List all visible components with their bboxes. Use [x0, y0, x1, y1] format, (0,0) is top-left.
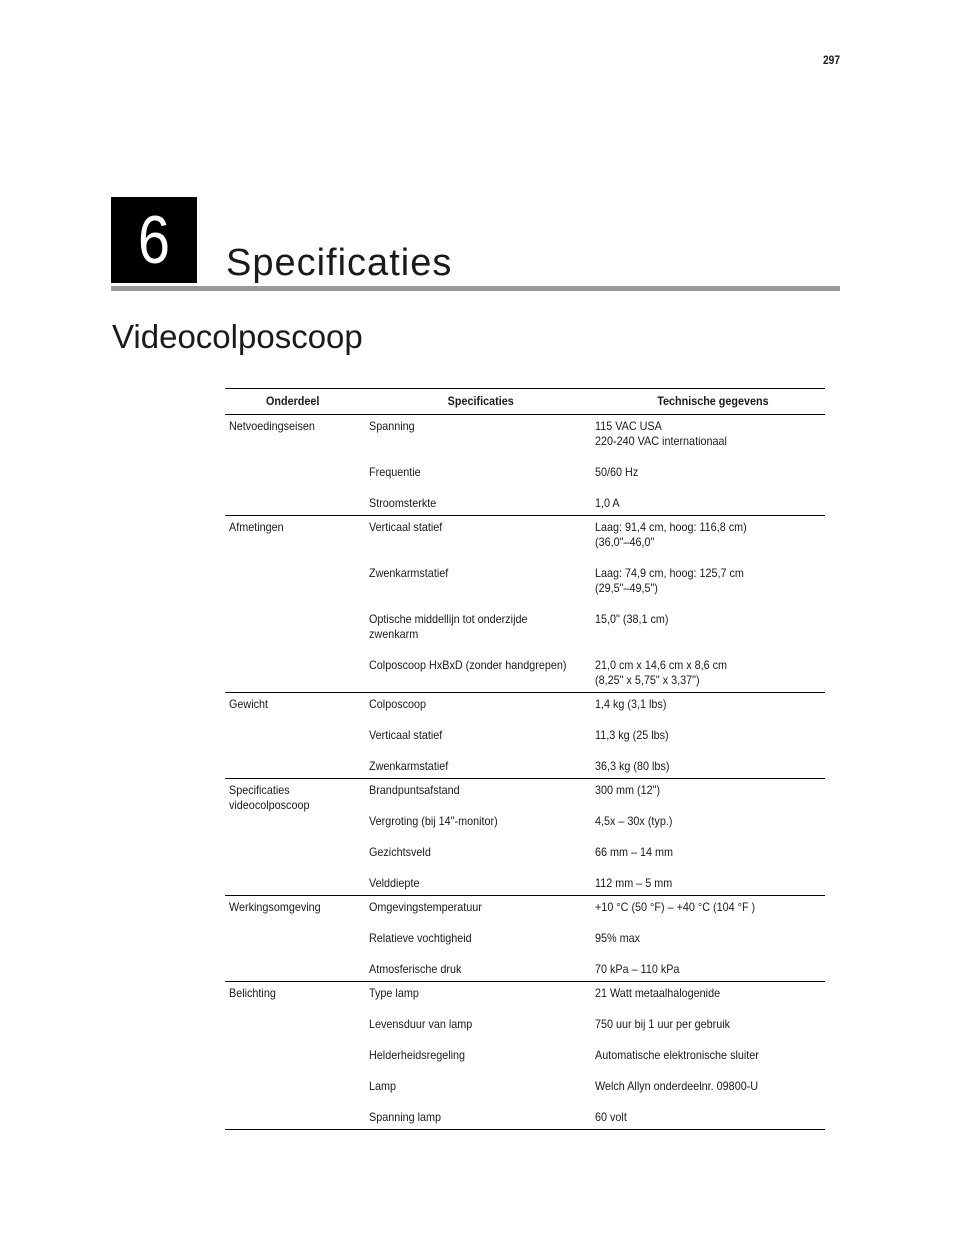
spec-name: Colposcoop — [369, 697, 427, 711]
chapter-title: Specificaties — [226, 242, 453, 284]
table-row — [365, 931, 825, 946]
table-row — [365, 876, 825, 891]
group-name: Netvoedingseisen — [229, 419, 315, 433]
table-group — [225, 415, 825, 516]
spec-name: Levensduur van lamp — [369, 1017, 473, 1031]
table-group — [225, 779, 825, 896]
group-name: Werkingsomgeving — [229, 900, 321, 914]
spec-name: Spanning lamp — [369, 1110, 442, 1124]
header-technische-gegevens: Technische gegevens — [657, 394, 769, 408]
table-row — [365, 697, 825, 712]
spec-name: Lamp — [369, 1079, 397, 1093]
spec-name: Frequentie — [369, 465, 421, 479]
spec-value: 115 VAC USA 220-240 VAC internationaal — [595, 419, 727, 448]
table-header — [225, 388, 825, 415]
table-row — [365, 1017, 825, 1032]
spec-name: Velddiepte — [369, 876, 420, 890]
spec-name: Helderheidsregeling — [369, 1048, 466, 1062]
spec-name: Colposcoop HxBxD (zonder handgrepen) — [369, 658, 567, 672]
spec-value: 750 uur bij 1 uur per gebruik — [595, 1017, 731, 1031]
spec-name: Verticaal statief — [369, 728, 443, 742]
spec-name: Spanning — [369, 419, 415, 433]
spec-name: Omgevingstemperatuur — [369, 900, 482, 914]
spec-value: 21 Watt metaalhalogenide — [595, 986, 721, 1000]
spec-value: 95% max — [595, 931, 641, 945]
table-group — [225, 896, 825, 982]
table-row — [365, 1079, 825, 1094]
header-onderdeel: Onderdeel — [266, 394, 320, 408]
table-row — [365, 1110, 825, 1125]
spec-name: Brandpuntsafstand — [369, 783, 460, 797]
spec-value: 4,5x – 30x (typ.) — [595, 814, 673, 828]
table-row — [365, 496, 825, 511]
chapter-number: 6 — [137, 202, 171, 278]
table-row — [365, 1048, 825, 1063]
spec-table — [225, 388, 825, 1130]
spec-value: 1,0 A — [595, 496, 620, 510]
table-row — [365, 759, 825, 774]
section-title: Videocolposcoop — [112, 318, 363, 355]
spec-name: Verticaal statief — [369, 520, 443, 534]
spec-value: Laag: 74,9 cm, hoog: 125,7 cm (29,5"–49,5") — [595, 566, 744, 595]
table-row — [365, 520, 825, 550]
chapter-number-block — [111, 197, 197, 283]
spec-value: 21,0 cm x 14,6 cm x 8,6 cm (8,25" x 5,75" x 3,37") — [595, 658, 728, 687]
spec-value: 15,0" (38,1 cm) — [595, 612, 669, 626]
spec-name: Vergroting (bij 14"-monitor) — [369, 814, 498, 828]
spec-name: Optische middellijn tot onderzijde zwenkarm — [369, 612, 528, 641]
spec-value: 1,4 kg (3,1 lbs) — [595, 697, 667, 711]
table-row — [365, 728, 825, 743]
group-name: Gewicht — [229, 697, 269, 711]
spec-value: 112 mm – 5 mm — [595, 876, 673, 890]
table-row — [365, 783, 825, 798]
table-row — [365, 566, 825, 596]
group-name: Belichting — [229, 986, 276, 1000]
table-row — [365, 814, 825, 829]
spec-value: 300 mm (12") — [595, 783, 661, 797]
spec-name: Stroomsterkte — [369, 496, 437, 510]
spec-name: Atmosferische druk — [369, 962, 462, 976]
spec-name: Zwenkarmstatief — [369, 759, 449, 773]
spec-name: Relatieve vochtigheid — [369, 931, 472, 945]
group-name: Afmetingen — [229, 520, 284, 534]
table-row — [365, 465, 825, 480]
table-row — [365, 845, 825, 860]
page-number: 297 — [822, 53, 840, 67]
table-row — [365, 419, 825, 449]
spec-value: Laag: 91,4 cm, hoog: 116,8 cm) (36,0"–46,0" — [595, 520, 747, 549]
table-row — [365, 658, 825, 688]
spec-value: 36,3 kg (80 lbs) — [595, 759, 670, 773]
table-group — [225, 693, 825, 779]
table-row — [365, 900, 825, 915]
spec-value: 50/60 Hz — [595, 465, 639, 479]
spec-value: Automatische elektronische sluiter — [595, 1048, 759, 1062]
table-row — [365, 962, 825, 977]
spec-value: 66 mm – 14 mm — [595, 845, 674, 859]
table-row — [365, 986, 825, 1001]
header-specificaties: Specificaties — [447, 394, 515, 408]
chapter-divider — [111, 286, 840, 291]
spec-value: 11,3 kg (25 lbs) — [595, 728, 669, 742]
spec-name: Type lamp — [369, 986, 419, 1000]
table-body — [225, 415, 825, 1130]
spec-value: Welch Allyn onderdeelnr. 09800-U — [595, 1079, 759, 1093]
table-group — [225, 982, 825, 1130]
spec-value: 70 kPa – 110 kPa — [595, 962, 680, 976]
spec-value: +10 °C (50 °F) – +40 °C (104 °F ) — [595, 900, 756, 914]
table-row — [365, 612, 825, 642]
table-group — [225, 516, 825, 693]
spec-value: 60 volt — [595, 1110, 627, 1124]
spec-name: Zwenkarmstatief — [369, 566, 449, 580]
spec-name: Gezichtsveld — [369, 845, 431, 859]
group-name: Specificaties videocolposcoop — [229, 783, 310, 812]
